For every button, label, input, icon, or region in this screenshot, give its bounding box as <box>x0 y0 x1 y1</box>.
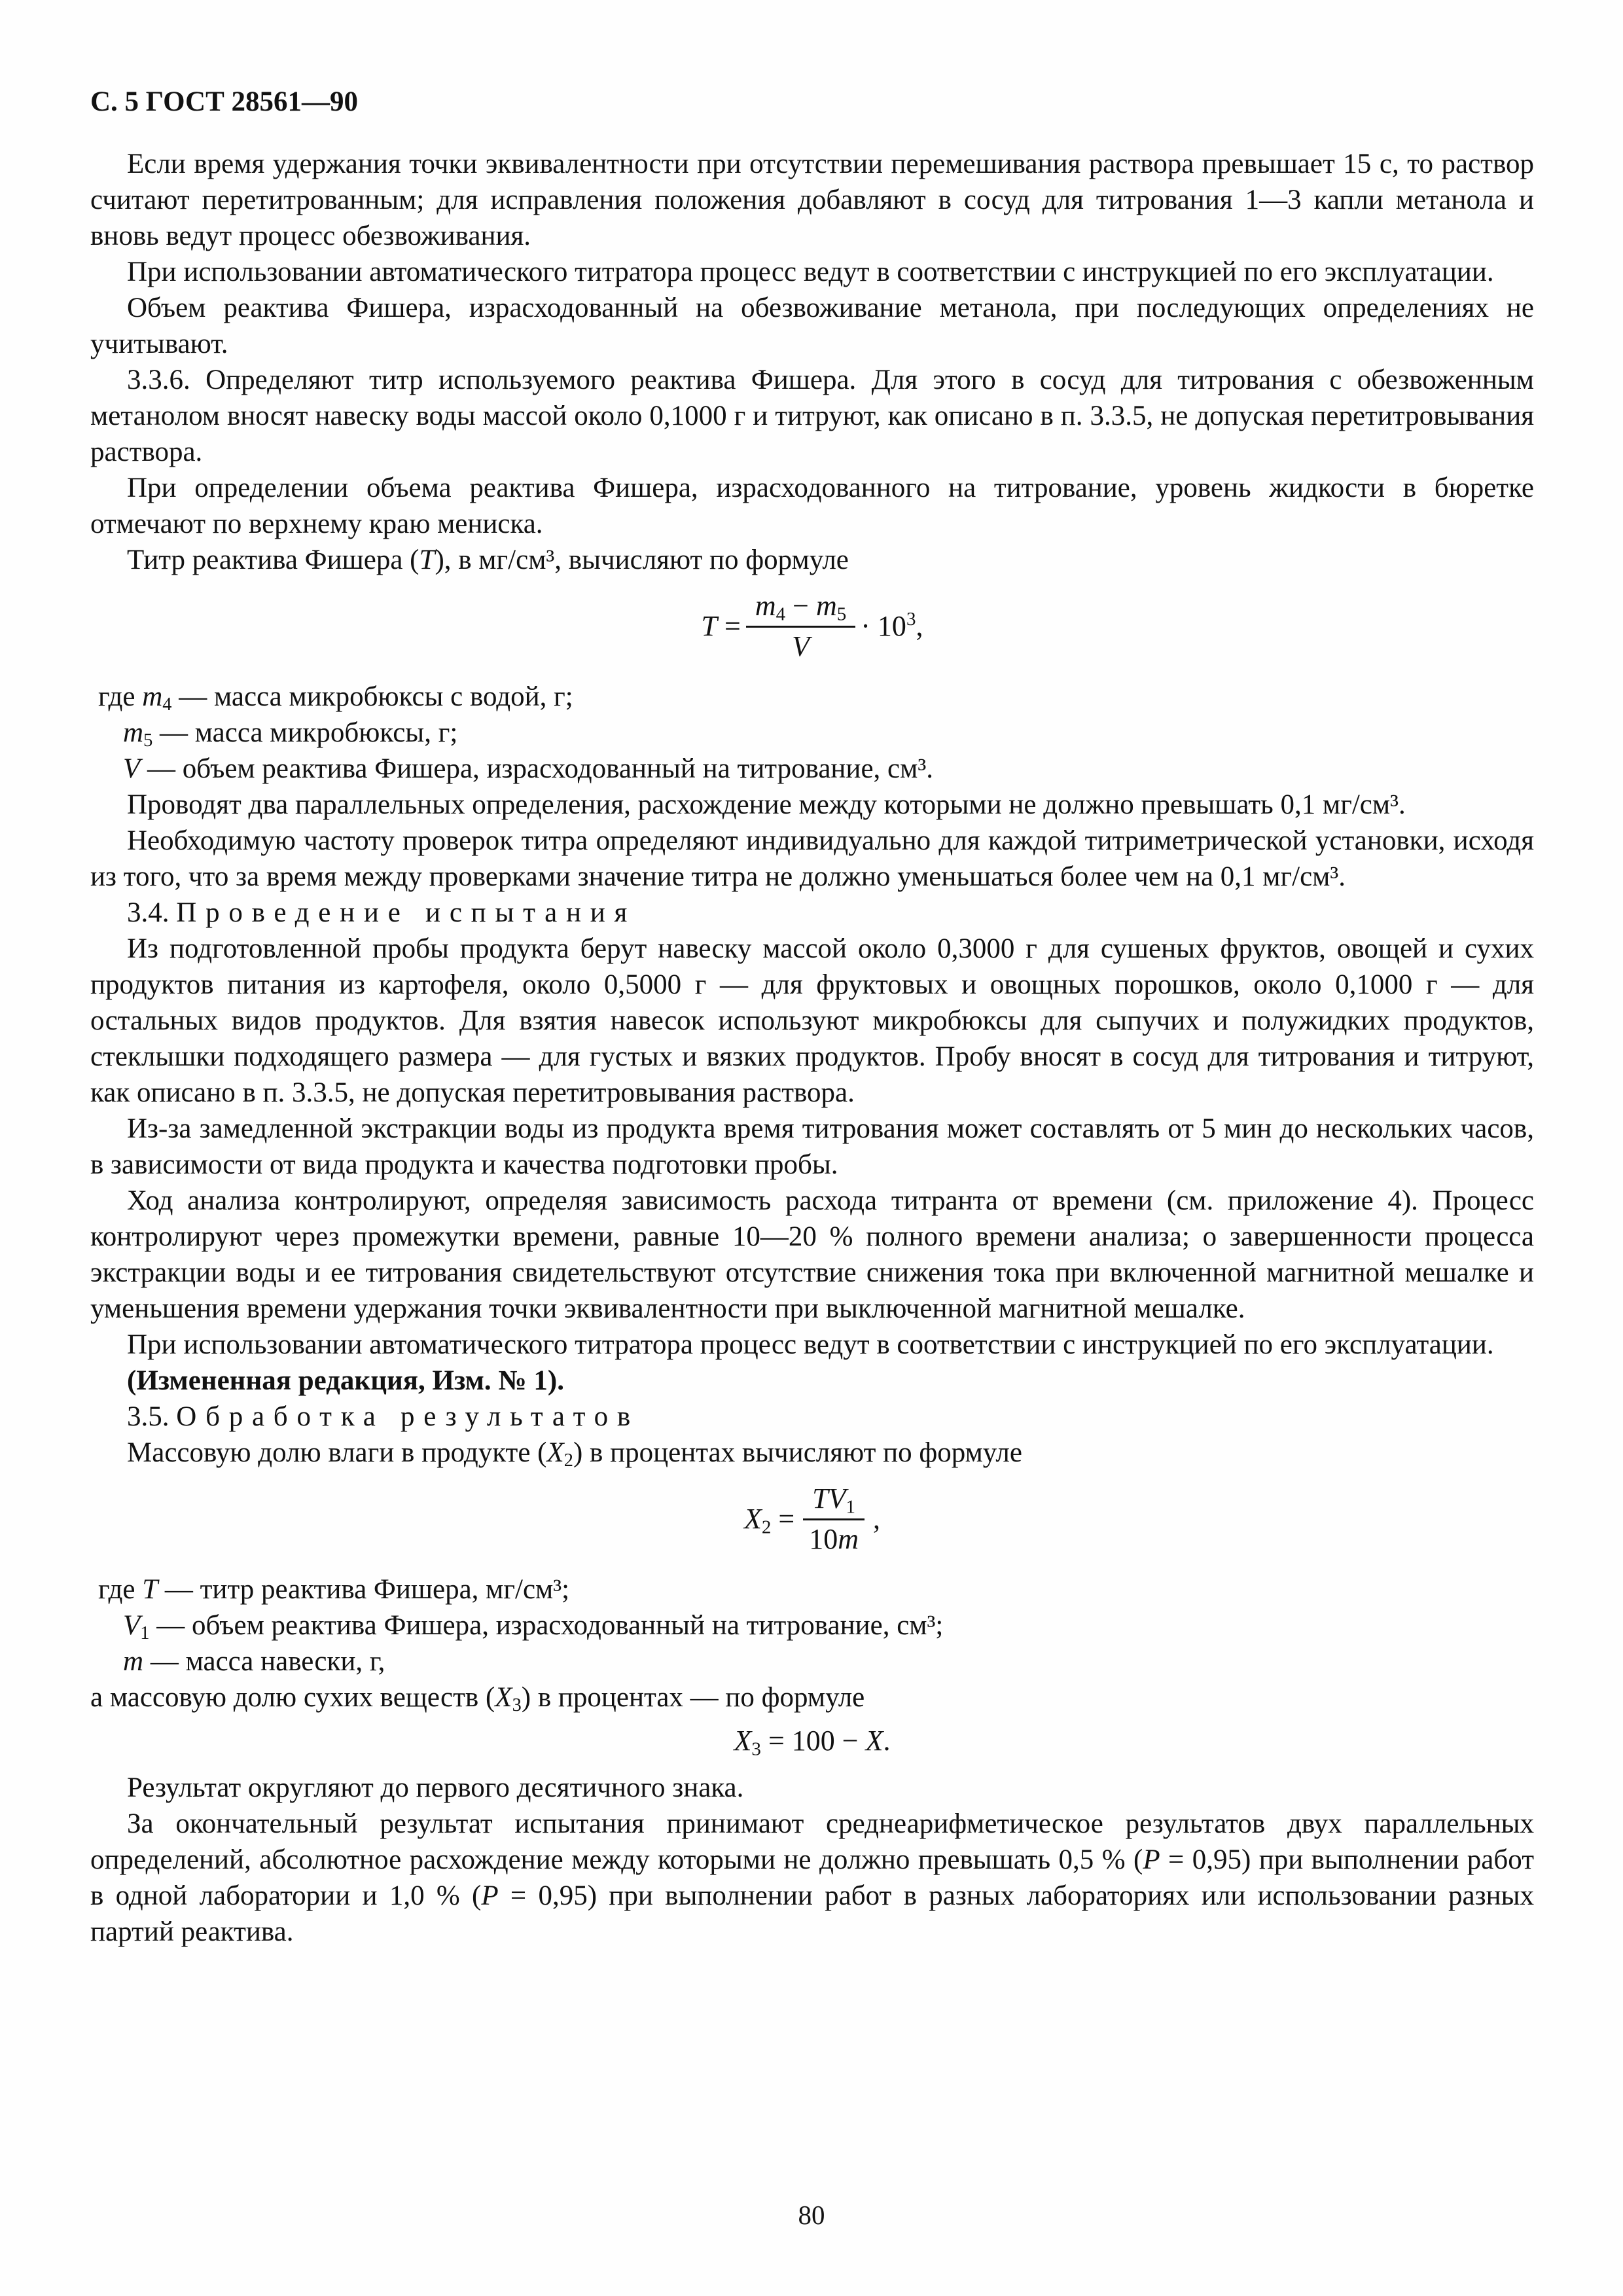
formula-dry-matter <box>90 1715 1534 1770</box>
paragraph: Ход анализа контролируют, определяя зависимость расхода титранта от времени (см. приложение 4). Процесс контролируют через промежутки времени, равные 10—20 % полного времени анализа; о завершенности процесса экстракции воды и ее титрования свидетельствуют отсутствие снижения тока при включенной магнитной мешалке и уменьшения времени удержания точки эквивалентности при выключенной магнитной мешалке. <box>90 1185 1534 1325</box>
paragraph: Массовую долю влаги в продукте $(X_2)$ в процентах вычисляют по формуле <box>127 1437 1022 1471</box>
paragraph: Из-за замедленной экстракции воды из продукта время титрования может составлять от 5 мин до нескольких часов, в зависимости от вида продукта и качества подготовки пробы. <box>90 1113 1534 1181</box>
paragraph: Объем реактива Фишера, израсходованный на обезвоживание метанола, при последующих определениях не учитывают. <box>90 293 1534 359</box>
fraction-numerator: $TV_1$ <box>803 1482 865 1520</box>
formula-lhs: T = <box>701 609 741 642</box>
section-number: 3.4. <box>127 897 177 929</box>
paragraph: Если время удержания точки эквивалентности при отсутствии перемешивания раствора превышает 15 с, то раствор считают перетитрованным; для исправления положения добавляют в сосуд для титрования 1—3 капли метанола и вновь ведут процесс обезвоживания. <box>90 149 1534 251</box>
paragraph: За окончательный результат испытания принимают среднеарифметическое результатов двух параллельных определений, абсолютное расхождение между которыми не должно превышать 0,5 % (P = 0,95) при выполнении работ в одной лаборатории и 1,0 % (P = 0,95) при выполнении работ в разных лабораториях или использовании разных партий реактива. <box>90 1808 1534 1947</box>
formula-titre <box>90 578 1534 679</box>
fraction <box>746 590 855 663</box>
paragraph: Проводят два параллельных определения, расхождение между которыми не должно превышать 0,1 мг/см³. <box>127 789 1406 821</box>
paragraph: При использовании автоматического титратора процесс ведут в соответствии с инструкцией по его эксплуатации. <box>127 1329 1494 1361</box>
clause-3-3-6-paragraph: 3.3.6. Определяют титр используемого реактива Фишера. Для этого в сосуд для титрования с обезвоженным метанолом вносят навеску воды массой около 0,1000 г и титруют, как описано в п. 3.3.5, не допуская перетитровывания раствора. <box>90 365 1534 467</box>
section-heading-3-5 <box>90 1399 1534 1435</box>
definition-line: m — масса навески, г, <box>123 1646 385 1677</box>
section-title: Обработка результатов <box>176 1401 639 1433</box>
fraction-denominator: 10m <box>809 1522 859 1555</box>
formula-lhs: $X_2$ = <box>743 1502 795 1538</box>
fraction <box>800 1482 868 1556</box>
section-title: Проведение испытания <box>176 897 637 929</box>
section-number: 3.5. <box>127 1401 177 1433</box>
paragraph: При определении объема реактива Фишера, израсходованного на титрование, уровень жидкости в бюретке отмечают по верхнему краю мениска. <box>90 473 1534 539</box>
formula-rhs: · $10^3$, <box>861 608 923 642</box>
formula-expression: $X_3 = 100 - X$. <box>734 1725 891 1760</box>
section-heading-3-4 <box>90 895 1534 931</box>
definition-line: V — объем реактива Фишера, израсходованный на титрование, см³. <box>123 753 933 785</box>
paragraph: Необходимую частоту проверок титра определяют индивидуально для каждой титриметрической установки, исходя из того, что за время между проверками значение титра не должно уменьшаться более чем на 0,1 мг/см³. <box>90 825 1534 893</box>
paragraph: При использовании автоматического титратора процесс ведут в соответствии с инструкцией по его эксплуатации. <box>127 257 1494 287</box>
paragraph: Титр реактива Фишера (T), в мг/см³, вычисляют по формуле <box>127 545 849 575</box>
definition-line: а массовую долю сухих веществ $(X_3)$ в процентах — по формуле <box>90 1682 865 1716</box>
formula-moisture <box>90 1471 1534 1571</box>
formula-rhs: , <box>873 1502 880 1535</box>
definition-line: $m_5$ — масса микробюксы, г; <box>123 717 458 751</box>
definition-line: где T — титр реактива Фишера, мг/см³; <box>98 1574 570 1605</box>
paragraph: Из подготовленной пробы продукта берут навеску массой около 0,3000 г для сушеных фруктов, овощей и сухих продуктов питания из картофеля, около 0,5000 г — для фруктовых и овощных порошков, около 0,1000 г — для остальных видов продуктов. Для взятия навесок используют микробюксы для сыпучих и полужидких продуктов, стеклышки подходящего размера — для густых и вязких продуктов. Пробу вносят в сосуд для титрования и титруют, как описано в п. 3.3.5, не допуская перетитровывания раствора. <box>90 933 1534 1109</box>
fraction-denominator: V <box>792 630 810 662</box>
paragraph: Результат округляют до первого десятичного знака. <box>127 1772 744 1803</box>
amendment-note: (Измененная редакция, Изм. № 1). <box>127 1365 564 1397</box>
definition-line: где $m_4$ — масса микробюксы с водой, г; <box>98 681 573 715</box>
page-header: С. 5 ГОСТ 28561—90 <box>90 86 359 117</box>
definition-line: $V_1$ — объем реактива Фишера, израсходованный на титрование, см³; <box>123 1610 944 1644</box>
fraction-numerator: $m_4 - m_5$ <box>746 590 855 628</box>
page-number: 80 <box>798 2200 825 2230</box>
